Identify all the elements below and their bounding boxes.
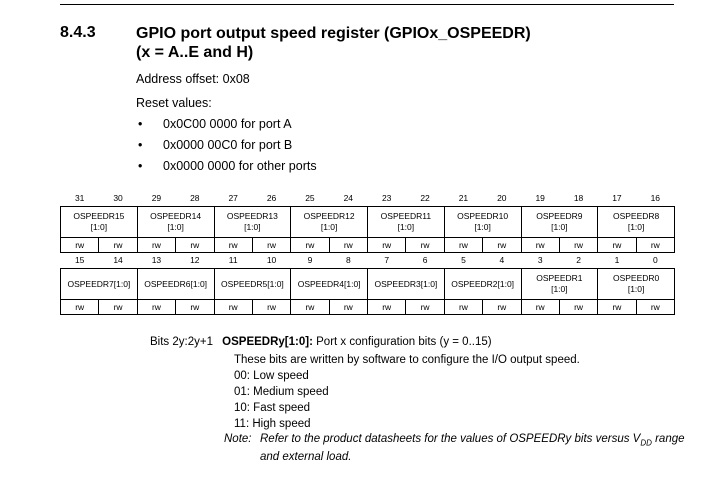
field-name: OSPEEDRy[1:0]: bbox=[222, 336, 313, 348]
register-field bbox=[61, 207, 138, 238]
field-label: OSPEEDR5[1:0] bbox=[220, 278, 284, 289]
bit-number: 1 bbox=[614, 255, 620, 265]
register-field bbox=[368, 269, 445, 300]
access-type: rw bbox=[368, 300, 406, 315]
bit-number: 28 bbox=[190, 193, 200, 203]
bit-number: 18 bbox=[573, 193, 584, 203]
access-type: rw bbox=[368, 238, 406, 253]
field-label: OSPEEDR4[1:0] bbox=[297, 278, 361, 289]
access-type: rw bbox=[559, 238, 597, 253]
access-type: rw bbox=[406, 238, 444, 253]
access-type: rw bbox=[214, 300, 252, 315]
section-number: 8.4.3 bbox=[60, 24, 96, 41]
bullet-icon: • bbox=[138, 117, 143, 131]
register-field bbox=[214, 207, 291, 238]
access-type: rw bbox=[483, 238, 521, 253]
field-range: [1:0] bbox=[244, 222, 261, 232]
register-field bbox=[444, 207, 521, 238]
bit-number: 8 bbox=[345, 255, 351, 265]
bit-number: 20 bbox=[497, 193, 507, 203]
bit-number: 0 bbox=[652, 255, 658, 265]
bit-number: 30 bbox=[113, 193, 123, 203]
field-label: OSPEEDR14 bbox=[150, 211, 202, 221]
field-range: [1:0] bbox=[320, 222, 338, 232]
register-field bbox=[61, 269, 138, 300]
bit-number: 11 bbox=[228, 255, 238, 265]
field-label: OSPEEDR1 bbox=[536, 273, 583, 283]
bit-number: 2 bbox=[576, 255, 581, 265]
register-field bbox=[137, 207, 214, 238]
bit-number: 24 bbox=[343, 193, 354, 203]
field-range: [1:0] bbox=[90, 222, 108, 232]
bit-number: 14 bbox=[113, 255, 123, 265]
bit-number: 17 bbox=[612, 193, 622, 203]
bit-number: 3 bbox=[537, 255, 543, 265]
access-type: rw bbox=[406, 300, 444, 315]
bit-number: 16 bbox=[650, 193, 661, 203]
access-type: rw bbox=[176, 238, 214, 253]
speed-value-10: 10: Fast speed bbox=[234, 402, 311, 414]
access-type: rw bbox=[521, 300, 559, 315]
register-field bbox=[291, 207, 368, 238]
bit-number: 15 bbox=[74, 255, 85, 265]
access-type: rw bbox=[483, 300, 521, 315]
register-field bbox=[291, 269, 368, 300]
register-table-upper bbox=[60, 190, 675, 253]
bit-number: 9 bbox=[307, 255, 313, 265]
field-range: [1:0] bbox=[397, 222, 415, 232]
register-field bbox=[598, 207, 675, 238]
access-type: rw bbox=[252, 238, 290, 253]
access-type: rw bbox=[521, 238, 559, 253]
reset-values-label: Reset values: bbox=[136, 96, 212, 110]
access-type: rw bbox=[252, 300, 290, 315]
register-field bbox=[368, 207, 445, 238]
bit-number: 7 bbox=[384, 255, 390, 265]
bit-number: 27 bbox=[228, 193, 238, 203]
speed-value-00: 00: Low speed bbox=[234, 370, 309, 382]
top-rule bbox=[60, 4, 674, 5]
access-type: rw bbox=[176, 300, 214, 315]
bullet-icon: • bbox=[138, 138, 143, 152]
register-field bbox=[598, 269, 675, 300]
access-type: rw bbox=[329, 238, 367, 253]
field-label: OSPEEDR6[1:0] bbox=[144, 278, 208, 289]
list-item: • 0x0C00 0000 for port A bbox=[136, 114, 317, 135]
bit-description-header bbox=[150, 336, 492, 348]
access-type: rw bbox=[329, 300, 367, 315]
field-label: OSPEEDR12 bbox=[303, 211, 355, 221]
access-type: rw bbox=[61, 300, 99, 315]
field-label: OSPEEDR0 bbox=[612, 273, 660, 283]
list-item: • 0x0000 00C0 for port B bbox=[136, 135, 317, 156]
register-field bbox=[137, 269, 214, 300]
bit-number: 4 bbox=[499, 255, 505, 265]
field-label: OSPEEDR13 bbox=[226, 211, 278, 221]
bit-number: 10 bbox=[266, 255, 277, 265]
bit-number: 26 bbox=[266, 193, 277, 203]
speed-value-01: 01: Medium speed bbox=[234, 386, 329, 398]
field-range: [1:0] bbox=[474, 222, 491, 232]
reset-values-list bbox=[136, 114, 317, 177]
field-label: OSPEEDR15 bbox=[73, 211, 125, 221]
access-type: rw bbox=[214, 238, 252, 253]
bit-number: 22 bbox=[420, 193, 430, 203]
access-type: rw bbox=[61, 238, 99, 253]
bit-number: 25 bbox=[305, 193, 315, 203]
field-range: [1:0] bbox=[551, 222, 568, 232]
bit-number: 23 bbox=[381, 193, 392, 203]
bit-number: 13 bbox=[151, 255, 162, 265]
section-title-line2: (x = A..E and H) bbox=[136, 44, 254, 61]
register-field bbox=[444, 269, 521, 300]
field-label: OSPEEDR7[1:0] bbox=[67, 278, 131, 289]
access-type: rw bbox=[291, 238, 329, 253]
field-summary: Port x configuration bits (y = 0..15) bbox=[316, 336, 492, 348]
access-type: rw bbox=[99, 300, 137, 315]
access-type: rw bbox=[598, 238, 636, 253]
note-text: Refer to the product datasheets for the values of OSPEEDRy bits versus $V_{DD}$ range and external load. bbox=[260, 433, 685, 464]
field-label: OSPEEDR8 bbox=[612, 211, 660, 221]
note-subscript: DD bbox=[640, 438, 652, 448]
register-field bbox=[521, 269, 598, 300]
address-offset: Address offset: 0x08 bbox=[136, 72, 250, 86]
register-table-lower bbox=[60, 252, 675, 315]
field-range: [1:0] bbox=[627, 222, 645, 232]
field-label: OSPEEDR2[1:0] bbox=[451, 278, 515, 289]
bit-number: 31 bbox=[74, 193, 85, 203]
access-type: rw bbox=[444, 238, 482, 253]
field-range: [1:0] bbox=[167, 222, 184, 232]
note-label: Note: bbox=[224, 433, 252, 445]
bit-number: 6 bbox=[422, 255, 428, 265]
field-range: [1:0] bbox=[627, 284, 645, 294]
access-type: rw bbox=[559, 300, 597, 315]
field-label: OSPEEDR11 bbox=[380, 211, 432, 221]
list-item: • 0x0000 0000 for other ports bbox=[136, 156, 317, 177]
register-field bbox=[521, 207, 598, 238]
bit-number: 19 bbox=[535, 193, 545, 203]
access-type: rw bbox=[99, 238, 137, 253]
note bbox=[224, 432, 685, 464]
description-text: These bits are written by software to configure the I/O output speed. bbox=[234, 354, 580, 366]
section-title-line1: GPIO port output speed register (GPIOx_OSPEEDR) bbox=[136, 25, 531, 42]
field-range: [1:0] bbox=[551, 284, 568, 294]
access-type: rw bbox=[636, 300, 674, 315]
access-type: rw bbox=[444, 300, 482, 315]
bit-number: 12 bbox=[190, 255, 200, 265]
bit-number: 21 bbox=[458, 193, 469, 203]
bit-number: 5 bbox=[461, 255, 466, 265]
field-label: OSPEEDR10 bbox=[457, 211, 509, 221]
access-type: rw bbox=[598, 300, 636, 315]
section-title bbox=[136, 24, 696, 62]
access-type: rw bbox=[636, 238, 674, 253]
bit-number: 29 bbox=[151, 193, 162, 203]
access-type: rw bbox=[137, 300, 175, 315]
field-label: OSPEEDR9 bbox=[536, 211, 583, 221]
field-label: OSPEEDR3[1:0] bbox=[374, 278, 438, 289]
speed-value-11: 11: High speed bbox=[234, 418, 311, 430]
access-type: rw bbox=[137, 238, 175, 253]
bullet-icon: • bbox=[138, 159, 143, 173]
access-type: rw bbox=[291, 300, 329, 315]
bit-range: Bits 2y:2y+1 bbox=[150, 336, 213, 348]
register-field bbox=[214, 269, 291, 300]
bit-description-body bbox=[234, 352, 580, 432]
